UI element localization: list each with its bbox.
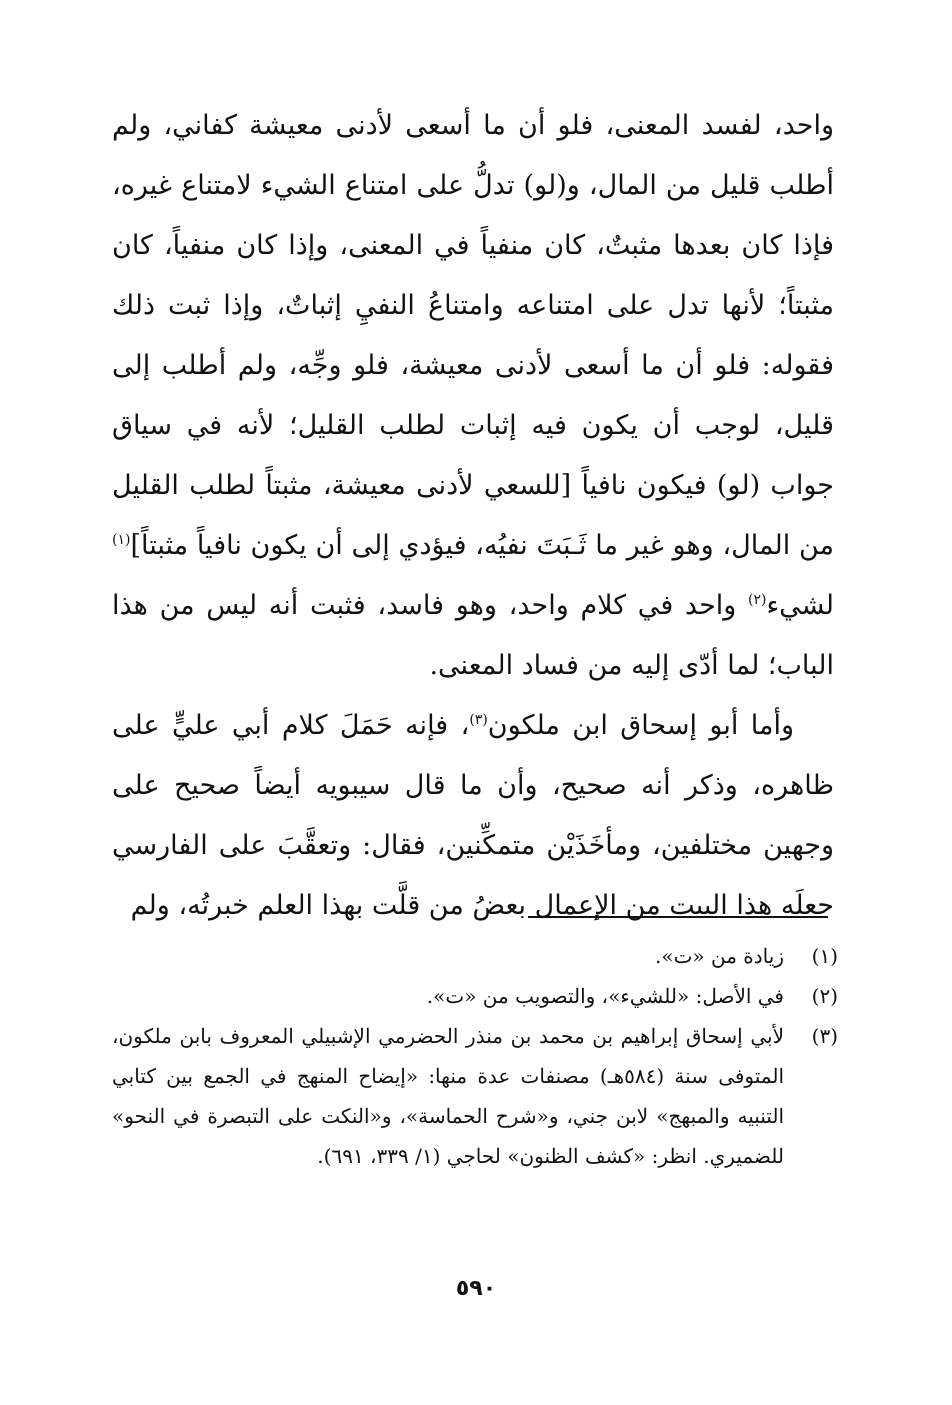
footnote-number: (١) (811, 944, 838, 968)
paragraph-2-text-b: ، فإنه حَمَلَ كلام أبي عليٍّ على ظاهره، وذكر أنه صحيح، وأن ما قال سيبويه أيضاً صحيح على وجهين مختلفين، ومأخَذَيْن متمكِّنين، فقال: وتعقَّبَ على الفارسي جعلَه هذا البيت من الإعمال بعضُ من قلَّت بهذا العلم خبرتُه، ولم (112, 710, 834, 921)
paragraph-1 (112, 96, 834, 696)
paragraph-2 (112, 696, 834, 936)
footnotes (112, 936, 838, 1176)
footnote-ref-1: (١) (112, 532, 131, 548)
footnote-ref-2: (٢) (748, 592, 767, 608)
page-number: ٥٩٠ (455, 1276, 497, 1301)
footnote-ref-3: (٣) (469, 712, 488, 728)
footnote-text: زيادة من «ت». (654, 944, 784, 968)
footnote-3 (112, 1016, 838, 1176)
paragraph-1-text-c: واحد في كلام واحد، وهو فاسد، فثبت أنه ليس من هذا الباب؛ لما أدّى إليه من فساد المعنى. (112, 590, 834, 681)
footnote-text: لأبي إسحاق إبراهيم بن محمد بن منذر الحضرمي الإشبيلي المعروف بابن ملكون، المتوفى سنة (٥٨٤هـ) مصنفات عدة منها: «إيضاح المنهج في الجمع بين كتابي التنبيه والمبهج» لابن جني، و«شرح الحماسة»، و«النكت على التبصرة في النحو» للضميري. انظر: «كشف الظنون» لحاجي (١/ ٣٣٩، ٦٩١). (112, 1024, 785, 1168)
paragraph-1-text-a: واحد، لفسد المعنى، فلو أن ما أسعى لأدنى معيشة كفاني، ولم أطلب قليل من المال، و(لو) تدلُّ على امتناع الشيء لامتناع غيره، فإذا كان بعدها مثبتٌ، كان منفياً في المعنى، وإذا كان منفياً، كان مثبتاً؛ لأنها تدل على امتناعه وامتناعُ النفيِ إثباتٌ، وإذا ثبت ذلك فقوله: فلو أن ما أسعى لأدنى معيشة، فلو وجِّه، ولم أطلب إلى قليل، لوجب أن يكون فيه إثبات لطلب القليل؛ لأنه في سياق جواب (لو) فيكون نافياً [للسعي لأدنى معيشة، مثبتاً لطلب القليل من المال، وهو غير ما ثَـبَتَ نفيُه، فيؤدي إلى أن يكون نافياً مثبتاً] (112, 110, 834, 561)
main-text (112, 96, 834, 936)
footnote-number: (٣) (811, 1024, 838, 1048)
footnote-2 (112, 976, 838, 1016)
paragraph-2-text-a: وأما أبو إسحاق ابن ملكون (487, 710, 794, 741)
footnote-text: في الأصل: «للشيء»، والتصويب من «ت». (426, 984, 784, 1008)
footnote-number: (٢) (811, 984, 838, 1008)
footnote-1 (112, 936, 838, 976)
footnote-divider (528, 916, 828, 918)
paragraph-1-text-b: لشيء (766, 590, 834, 621)
